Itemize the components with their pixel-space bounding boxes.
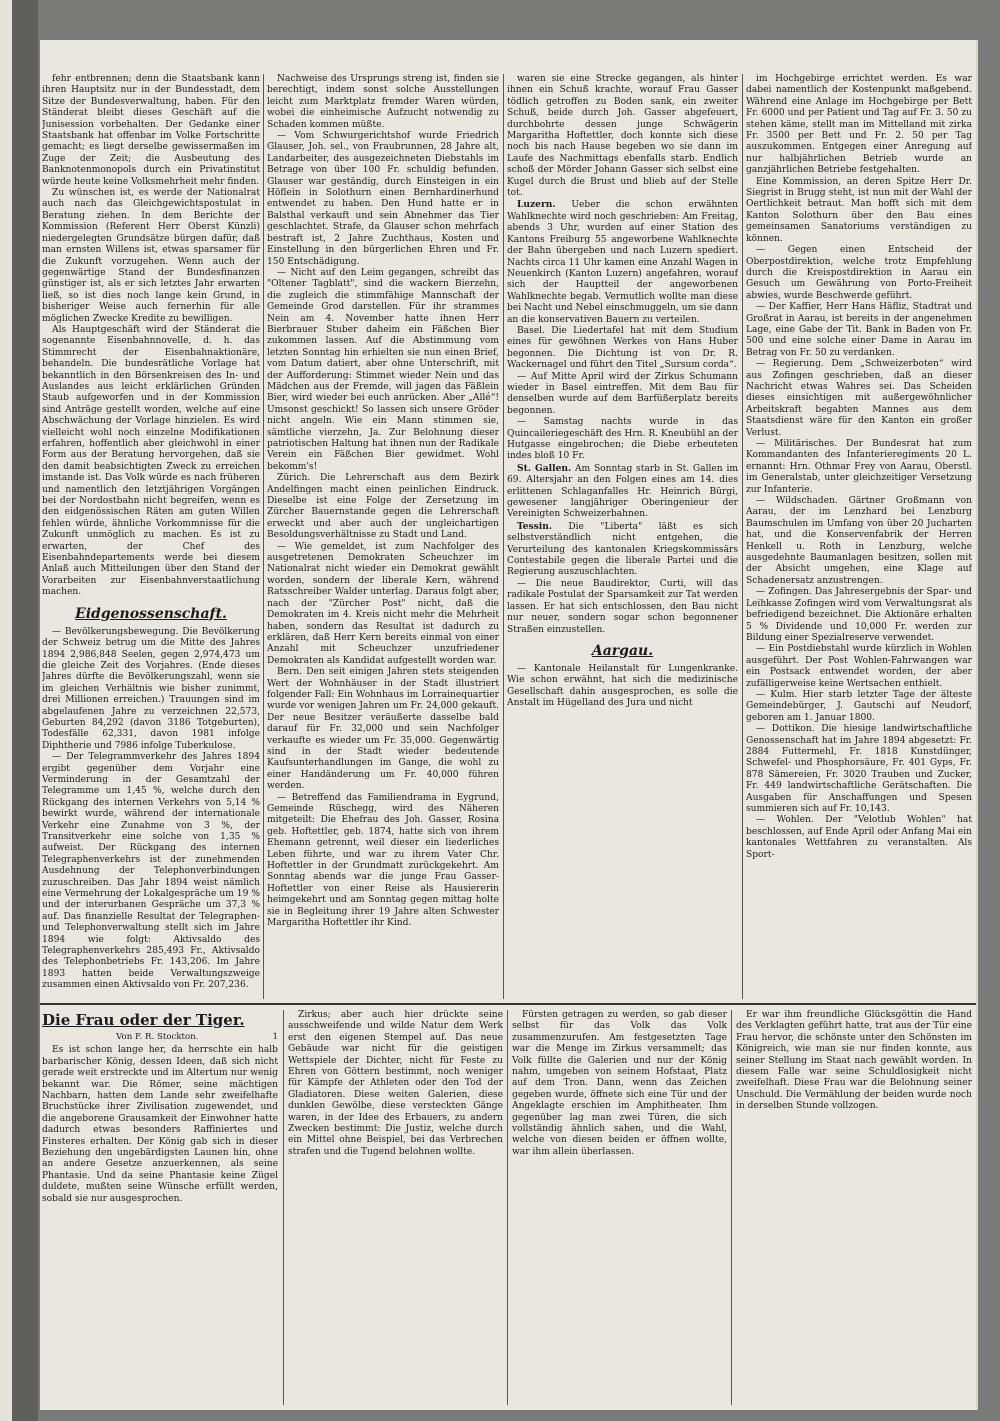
story-author: Von F. R. Stockton. xyxy=(116,1032,199,1042)
column-2 xyxy=(267,74,499,999)
paragraph: Fürsten getragen zu werden, so gab dieser selbst für das Volk das Volk zusammenzurufen. Am festgesetzten Tage war die Menge im Zirkus versammelt; das Volk füllte die Galerien und nur der König nahm, umgeben von seinem Hofstaat, Platz auf dem Tron. Dann, wenn das Zeichen gegeben wurde, öffnete sich eine Tür und der Angeklagte erschien im Amphitheater. Ihm gegenüber lag man zwei Türen, die sich vollständig ähnlich sahen, und die Wahl, welche von diesen beiden er öffnen wollte, war ihm allein überlassen. xyxy=(512,1010,727,1157)
column-rule xyxy=(742,74,743,999)
feuilleton-column-1 xyxy=(42,1010,278,1405)
paragraph: Zu wünschen ist, es werde der Nationalrat auch nach das Gleichgewichtspostulat in Beratung ziehen. In dem Berichte der Kommission (Referent Herr Oberst Künzli) niedergelegten Grundsätze bürgen dafür, daß man ernsten Willens ist, etwas sparsamer für die Zukunft vorzugehen. Wenn auch der gegenwärtige Stand der Bundesfinanzen günstiger ist, als er sich letztes Jahr erwarten ließ, so ist dies noch lange kein Grund, in bisheriger Weise auch fernerhin für alle möglichen Zwecke Kredite zu bewilligen. xyxy=(42,188,260,324)
column-rule xyxy=(283,1010,284,1405)
paragraph: waren sie eine Strecke gegangen, als hinter ihnen ein Schuß krachte, worauf Frau Gasser tödlich getroffen zu Boden sank, ein zweiter Schuß, beide durch Joh. Gasser abgefeuert, durchbohrte dessen junge Schwägerin Margaritha Hoftettler, doch konnte sich diese noch bis nach Hause begeben wo sie dann im Laufe des Nachmittags ebenfalls starb. Endlich schoß der Mörder Johann Gasser sich selbst eine Kugel durch die Brust und blieb auf der Stelle tot. xyxy=(507,74,738,199)
feuilleton-column-4 xyxy=(736,1010,972,1405)
feuilleton-column-2 xyxy=(288,1010,503,1405)
paragraph: — Betreffend das Familiendrama in Eygrund, Gemeinde Rüschegg, wird des Näheren mitgeteilt: Die Ehefrau des Joh. Gasser, Rosina geb. Hoftettler, geb. 1874, hatte sich von ihrem Ehemann getrennt, weil dieser ein liederliches Leben führte, und war zu ihrem Vater Chr. Hoftettler in der Grundmatt zurückgekehrt. Am Sonntag abends war die junge Frau Gasser-Hoftettler von einer Reise als Hausiererin heimgekehrt und am Sonntag gegen mittag holte sie in Begleitung ihrer 19 Jahre alten Schwester Margaritha Hoftettler ihr Kind. xyxy=(267,792,499,929)
column-1 xyxy=(42,74,260,999)
paragraph-text: Ueber die schon erwähnten Wahlknechte wird noch geschrieben: Am Freitag, abends 3 Uhr, wurden auf einer Station des Kantons Freiburg 55 angeworbene Wahlknechte der Bahn übergeben und nach Luzern spediert. Nachts circa 11 Uhr kamen eine Anzahl Wagen in Neuenkirch (Kanton Luzern) angefahren, worauf sich der Hauptteil der angeworbenen Wahlknechte begab. Vermutlich wollte man diese bei Nacht und Nebel einschmuggeln, um sie dann an die konservativen Bauern zu verteilen. xyxy=(507,200,738,325)
page-edge xyxy=(0,0,12,1421)
paragraph-text: Die "Liberta" läßt es sich selbstverständlich nicht entgehen, die Verurteilung des kantonalen Kriegskommissärs Contestabile gegen die liberale Partei und die Regierung auszuschlachten. xyxy=(507,521,738,578)
paragraph: — Ein Postdiebstahl wurde kürzlich in Wohlen ausgeführt. Der Post Wohlen-Fahrwangen war ein Postsack entwendet worden, der aber zufälligerweise keine Wertsachen enthielt. xyxy=(746,644,972,689)
column-rule xyxy=(263,74,264,999)
paragraph xyxy=(507,521,738,579)
paragraph: im Hochgebirge errichtet werden. Es war dabei namentlich der Kostenpunkt maßgebend. Während eine Anlage im Hochgebirge per Bett Fr. 6000 und per Patient und Tag auf Fr. 3. 50 zu stehen käme, stellt man im Mittelland mit zirka Fr. 3500 per Bett und Fr. 2. 50 per Tag auszukommen. Entgegen einer Anregung auf nur halbjährlichen Betrieb wurde an ganzjährlichen Betriebe festgehalten. xyxy=(746,74,972,176)
paragraph: — Nicht auf den Leim gegangen, schreibt das "Oltener Tagblatt", sind die wackern Bierzehn, die zugleich die stimmfähige Mannschaft der Gemeinde Grod darstellen. Für ihr strammes Nein am 4. November hatte ihnen Herr Bierbrauer Stuber daheim ein Fäßchen Bier zukommen lassen. Auf die Abstimmung vom letzten Sonntag hin erhielten sie nun einen Brief, vom Datum datiert, aber ohne Unterschrift, mit der Aufforderung: Stimmet wieder Nein und das Mädchen aus der Fremde, will jagen das Fäßlein Bier, wird wieder bei euch anrücken. Aber „Allé“! Umsonst geschickt! So lassen sich unsere Gröder nicht angeln. Wie ein Mann stimmen sie, sämtliche vierzehn, Ja. Zur Belohnung dieser patriotischen Haltung hat ihnen nun der Radikale Verein ein Fäßchen Bier gewidmet. Wohl bekomm's! xyxy=(267,267,499,472)
column-3 xyxy=(507,74,738,999)
paragraph: — Auf Mitte April wird der Zirkus Schumann wieder in Basel eintreffen. Mit dem Bau für denselben wurde auf dem Barfüßerplatz bereits begonnen. xyxy=(507,371,738,416)
newspaper-page xyxy=(40,40,976,1410)
paragraph: — Samstag nachts wurde in das Quincaileriegeschäft des Hrn. R. Kneubühl an der Hutgasse eingebrochen; die Diebe erbeuteten indes bloß 10 Fr. xyxy=(507,417,738,462)
paragraph: — Kantonale Heilanstalt für Lungenkranke. Wie schon erwähnt, hat sich die medizinische Gesellschaft dahin ausgesprochen, es solle die Anstalt im Hügelland des Jura und nicht xyxy=(507,663,738,709)
paragraph: Zürich. Die Lehrerschaft aus dem Bezirk Andelfingen macht einen peinlichen Eindruck. Dieselbe ist eine Folge der Zersetzung im Zürcher Bauernstande gegen die Lehrerschaft erweckt und aber auch der ungleichartigen Besoldungsverhältnisse zu Stadt und Land. xyxy=(267,473,499,541)
subhead-tessin: Tessin. xyxy=(517,520,552,532)
paragraph: Nachweise des Ursprungs streng ist, finden sie berechtigt, indem sonst solche Ausstellungen leicht zum Marktplatz fremder Waren würden, wobei die einheimische Aufzucht notwendig zu Schaden kommen müßte. xyxy=(267,74,499,130)
subhead-st-gallen: St. Gallen. xyxy=(517,462,572,474)
paragraph xyxy=(507,199,738,325)
paragraph: — Der Telegrammverkehr des Jahres 1894 ergibt gegenüber dem Vorjahr eine Verminderung in der Gesamtzahl der Telegramme um 1,45 %, welche durch den Rückgang des internen Verkehrs von 5,14 % bewirkt wurde, während der internationale Verkehr eine Zunahme von 3 %, der Transitverkehr eine solche von 1,35 % aufweist. Der Rückgang des internen Telegraphenverkehrs ist der zunehmenden Ausdehnung der Telephonverbindungen zuzuschreiben. Das Jahr 1894 weist nämlich eine Vermehrung der Lokalgespräche um 19 % und der interurbanen Gespräche um 37,3 % auf. Das finanzielle Resultat der Telegraphen- und Telephonverwaltung stellt sich im Jahre 1894 wie folgt: Aktivsaldo des Telegraphenverkehrs 285,493 Fr., Aktivsaldo des Telephonbetriebs Fr. 143,206. Im Jahre 1893 hatten beide Verwaltungszweige zusammen einen Aktivsaldo von Fr. 207,236. xyxy=(42,752,260,991)
paragraph: Eine Kommission, an deren Spitze Herr Dr. Siegrist in Brugg steht, ist nun mit der Wahl der Oertlichkeit betraut. Man hofft sich mit dem Kanton Solothurn über den Bau eines gemeinsamen Sanatoriums verständigen zu können. xyxy=(746,176,972,244)
paragraph: — Vom Schwurgerichtshof wurde Friedrich Glauser, Joh. sel., von Fraubrunnen, 28 Jahre alt, Landarbeiter, des ausgezeichneten Diebstahls im Betrage von über 100 Fr. schuldig befunden. Glauser war geständig, durch Einsteigen in ein Höflein in Solothurn einen Bernhardinerhund entwendet zu haben. Den Hund hatte er in Balsthal verkauft und sein Abnehmer das Tier geschlachtet. Strafe, da Glauser schon mehrfach bestraft ist, 2 Jahre Zuchthaus, Kosten und Einstellung in den bürgerlichen Ehren und Fr. 150 Entschädigung. xyxy=(267,131,499,267)
paragraph: — Dottikon. Die hiesige landwirtschaftliche Genossenschaft hat im Jahre 1894 abgesetzt: Fr. 2884 Futtermehl, Fr. 1818 Kunstdünger, Schwefel- und Phosphorsäure, Fr. 401 Gyps, Fr. 878 Sämereien, Fr. 3020 Trauben und Zucker, Fr. 449 landwirtschaftliche Gerätschaften. Die Ausgaben für Anschaffungen und Spesen summieren sich auf Fr. 10,143. xyxy=(746,724,972,814)
story-byline xyxy=(42,1032,278,1043)
scan-margin xyxy=(12,0,38,1421)
installment-number: 1 xyxy=(272,1032,278,1042)
subhead-luzern: Luzern. xyxy=(517,199,556,211)
paragraph xyxy=(507,463,738,521)
paragraph: Er war ihm freundliche Glücksgöttin die Hand des Verklagten geführt hatte, trat aus der Tür eine Frau hervor, die schönste unter den Schönsten im Königreich, wie man sie nur finden konnte, aus seiner Stellung im Staat nach gewählt worden. In diesem Falle war seine Schuldlosigkeit nicht zweifelhaft. Diese Frau war die Belohnung seiner Unschuld. Die Vermählung der beiden wurde noch in derselben Stunde vollzogen. xyxy=(736,1010,972,1112)
paragraph: — Militärisches. Der Bundesrat hat zum Kommandanten des Infanterieregiments 20 L. ernannt: Hrn. Othmar Frey von Aarau, Oberstl. im Generalstab, unter gleichzeitiger Versetzung zur Infanterie. xyxy=(746,439,972,495)
paragraph: — Wohlen. Der "Velotlub Wohlen" hat beschlossen, auf Ende April oder Anfang Mai ein kantonales Wettfahren zu veranstalten. Als Sport- xyxy=(746,815,972,860)
column-rule xyxy=(507,1010,508,1405)
story-title: Die Frau oder der Tiger. xyxy=(42,1011,245,1029)
paragraph: Als Hauptgeschäft wird der Ständerat die sogenannte Eisenbahnnovelle, d. h. das Stimmrecht der Eisenbahnaktionäre, behandeln. Die bundesrätliche Vorlage hat bekanntlich in den Börsenkreisen des In- und Auslandes aus leicht erklärlichen Gründen Staub aufgeworfen und in der Kommission sind Anträge gestellt worden, welche auf eine Abschwächung der Vorlage hinzielen. Es wird vielleicht wohl noch einzelne Modifikationen erfahren, hoffentlich aber gleichwohl in einer Form aus der Beratung hervorgehen, daß sie den damit beabsichtigten Zweck zu erreichen imstande ist. Das Volk würde es nach früheren und namentlich den letztjährigen Vorgängen bei der Nordostbahn nicht begreifen, wenn es den eidgenössischen Räten am guten Willen fehlen würde, ähnliche Vorkommnisse für die Zukunft unmöglich zu machen. Es ist zu erwarten, der Chef des Eisenbahndepartements werde bei diesem Anlaß auch Mitteilungen über den Stand der Vorarbeiten zur Eisenbahnverstaatlichung machen. xyxy=(42,324,260,598)
column-rule xyxy=(731,1010,732,1405)
paragraph: — Regierung. Dem „Schweizerboten“ wird aus Zofingen geschrieben, daß an dieser Nachricht etwas Wahres sei. Das Scheiden dieses einsichtigen mit außergewöhnlicher Arbeitskraft begabten Mannes aus dem Staatsdienst wäre für den Kanton ein großer Verlust. xyxy=(746,359,972,438)
paragraph: Es ist schon lange her, da herrschte ein halb barbarischer König, dessen Ideen, daß sich nicht gerade weit erstreckte und im Altertum nur wenig bekannt war. Die Römer, seine mächtigen Nachbarn, hatten dem Lande sehr zweifelhafte Bruchstücke ihrer Zivilisation zugewendet, und die angeborene Grausamkeit der Einwohner hatte dadurch etwas besonders Raffiniertes und Finsteres erhalten. Der König gab sich in dieser Beziehung den ungebärdigsten Launen hin, ohne an andere Gesetze anzuerkennen, als seine Phantasie. Und da seine Phantasie keine Zügel duldete, mußten seine Wünsche erfüllt werden, sobald sie nur ausgesprochen. xyxy=(42,1045,278,1204)
column-4 xyxy=(746,74,972,999)
feuilleton-column-3 xyxy=(512,1010,727,1405)
column-rule xyxy=(503,74,504,999)
paragraph: Bern. Den seit einigen Jahren stets steigenden Wert der Wohnhäuser in der Stadt illustriert folgender Fall: Ein Wohnhaus im Lorrainequartier wurde vor wenigen Jahren um Fr. 24,000 gekauft. Der neue Besitzer veräußerte dasselbe bald darauf für Fr. 32,000 und sein Nachfolger verkaufte es wieder um Fr. 35,000. Gegenwärtig sind in der Stadt wieder bedeutende Kaufsunterhandlungen im Gange, die wohl zu einer Handänderung um Fr. 40,000 führen werden. xyxy=(267,667,499,792)
paragraph: — Zofingen. Das Jahresergebnis der Spar- und Leihkasse Zofingen wird vom Verwaltungsrat als befriedigend bezeichnet. Die Aktionäre erhalten 5 % Dividende und 10,000 Fr. werden zur Bildung einer Spezialreserve verwendet. xyxy=(746,587,972,643)
paragraph-text: Am Sonntag starb in St. Gallen im 69. Altersjahr an den Folgen eines am 14. dies erlittenen Schlaganfalles Hr. Heinrich Bürgi, gewesener langjähriger Oberingenieur der Vereinigten Schweizerbahnen. xyxy=(507,463,738,520)
paragraph: — Kulm. Hier starb letzter Tage der älteste Gemeindebürger, J. Gautschi auf Neudorf, geboren am 1. Januar 1800. xyxy=(746,689,972,723)
paragraph: — Gegen einen Entscheid der Oberpostdirektion, welche trotz Empfehlung durch die Kreispostdirektion in Aarau ein Gesuch um Gewährung von Porto-Freiheit abwies, wurde Beschwerde geführt. xyxy=(746,245,972,301)
paragraph: — Wie gemeldet, ist zum Nachfolger des ausgetretenen Demokraten Scheuchzer im Nationalrat nicht wieder ein Demokrat gewählt worden, sondern der liberale Kern, während Ratsschreiber Walder unterlag. Daraus folgt aber, nach der "Zürcher Post" nicht, daß die Demokraten im 4. Kreis nicht mehr die Mehrheit haben, sondern das Resultat ist dadurch zu erklären, daß Herr Kern bereits einmal von einer Anzahl mit Scheuchzer unzufriedener Demokraten als Kandidat aufgestellt worden war. xyxy=(267,541,499,666)
section-heading-kantonen xyxy=(48,998,260,999)
section-heading-eidgenossenschaft: Eidgenossenschaft. xyxy=(75,605,227,622)
section-heading-aargau: Aargau. xyxy=(591,642,654,659)
feuilleton-rule xyxy=(40,1003,976,1005)
paragraph: — Bevölkerungsbewegung. Die Bevölkerung der Schweiz betrug um die Mitte des Jahres 1894 2,986,848 Seelen, gegen 2,974,473 um die gleiche Zeit des Vorjahres. (Ende dieses Jahres dürfte die Bevölkerungszahl, wenn sie im gleichen Verhältnis wie bisher zunimmt, drei Millionen erreichen.) Trauungen sind im abgelaufenen Jahre zu verzeichnen 22,573, Geburten 84,292 (davon 3186 Totgeburten), Todesfälle 62,331, davon 1981 infolge Diphtherie und 7986 infolge Tuberkulose. xyxy=(42,626,260,751)
paragraph: — Der Kaffier, Herr Hans Häfliz, Stadtrat und Großrat in Aarau, ist bereits in der angenehmen Lage, eine Gabe der Tit. Bank in Baden von Fr. 500 und eine solche einer Dame in Aarau im Betrag von Fr. 50 zu verdanken. xyxy=(746,302,972,358)
paragraph: Zirkus; aber auch hier drückte seine ausschweifende und wilde Natur dem Werk erst den eigenen Stempel auf. Das neue Gebäude war nicht für die geistigen Wettspiele der Dichter, nicht für Feste zu Ehren von Göttern bestimmt, noch weniger für Kämpfe der Athleten oder den Tod der Gladiatoren. Diese weiten Galerien, diese dunklen Gewölbe, diese versteckten Gänge waren, in der Idee des Erbauers, zu andern Zwecken bestimmt: Die Justiz, welche durch ein Mittel ohne Beispiel, bei das Verbrechen strafen und die Tugend belohnen wollte. xyxy=(288,1010,503,1157)
paragraph: — Die neue Baudirektor, Curti, will das radikale Postulat der Sparsamkeit zur Tat werden lassen. Er hat sich entschlossen, den Bau nicht nur neuer, sondern sogar schon begonnener Straßen einzustellen. xyxy=(507,578,738,635)
paragraph: Basel. Die Liedertafel hat mit dem Studium eines für gewöhnen Werkes von Hans Huber begonnen. Die Dichtung ist von Dr. R. Wackernagel und führt den Titel „Sursum corda“. xyxy=(507,325,738,371)
paragraph: — Wildschaden. Gärtner Großmann von Aarau, der im Lenzhard bei Lenzburg Baumschulen im Umfang von über 20 Jucharten hat, und die Konservenfabrik der Herren Henkell u. Roth in Lenzburg, welche ausgedehnte Baumanlagen besitzen, sollen mit der Absicht umgehen, eine Klage auf Schadenersatz anzustrengen. xyxy=(746,496,972,586)
paragraph: fehr entbrennen; denn die Staatsbank kann ihren Hauptsitz nur in der Bundesstadt, dem Sitze der Bundesverwaltung, haben. Für den Ständerat bleibt dieses Geschäft auf die Junisession vorbehalten. Der Gedanke einer Staatsbank hat offenbar im Volke Fortschritte gemacht; es liegt derselbe gewissermaßen im Zuge der Zeit; die Ausbeutung des Banknotenmonopols durch ein Privatinstitut würde heute keine Volksmehrheit mehr finden. xyxy=(42,74,260,187)
